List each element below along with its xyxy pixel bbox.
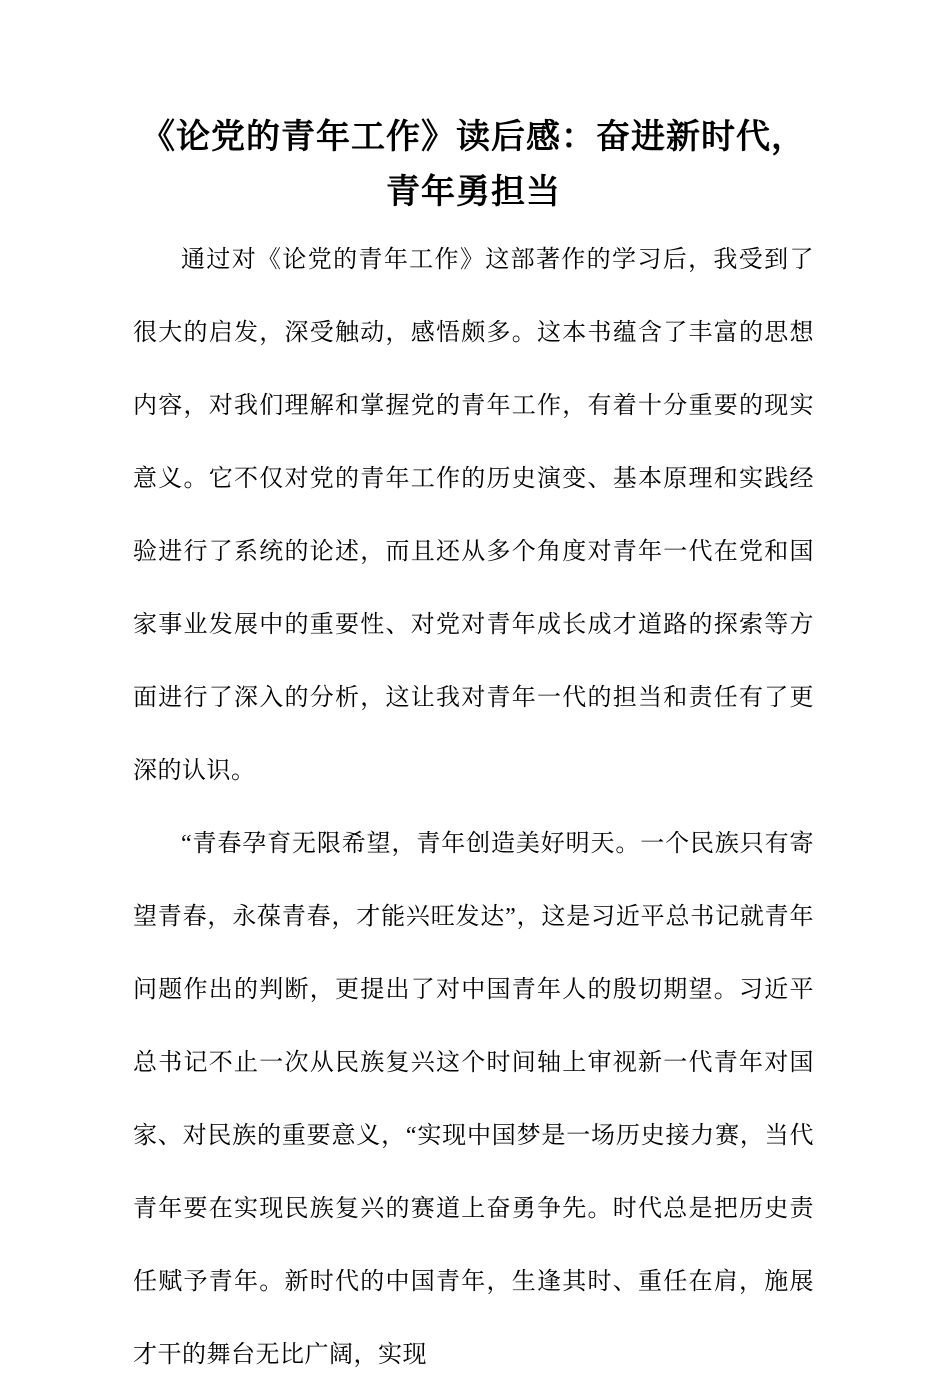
paragraph-2: “青春孕育无限希望，青年创造美好明天。一个民族只有寄望青春，永葆青春，才能兴旺发达”，这是习近平总书记就青年问题作出的判断，更提出了对中国青年人的殷切期望。习近平总书记不止一次从民族复兴这个时间轴上审视新一代青年对国家、对民族的重要意义，“实现中国梦是一场历史接力赛，当代青年要在实现民族复兴的赛道上奋勇争先。时代总是把历史责任赋予青年。新时代的中国青年，生逢其时、重任在肩，施展才干的舞台无比广阔，实现 xyxy=(133,831,814,1368)
paragraph-1: 通过对《论党的青年工作》这部著作的学习后，我受到了很大的启发，深受触动，感悟颇多。这本书蕴含了丰富的思想内容，对我们理解和掌握党的青年工作，有着十分重要的现实意义。它不仅对党的青年工作的历史演变、基本原理和实践经验进行了系统的论述，而且还从多个角度对青年一代在党和国家事业发展中的重要性、对党对青年成长成才道路的探索等方面进行了深入的分析，这让我对青年一代的担当和责任有了更深的认识。 xyxy=(133,247,814,784)
document-title: 《论党的青年工作》读后感：奋进新时代，青年勇担当 xyxy=(141,119,806,211)
